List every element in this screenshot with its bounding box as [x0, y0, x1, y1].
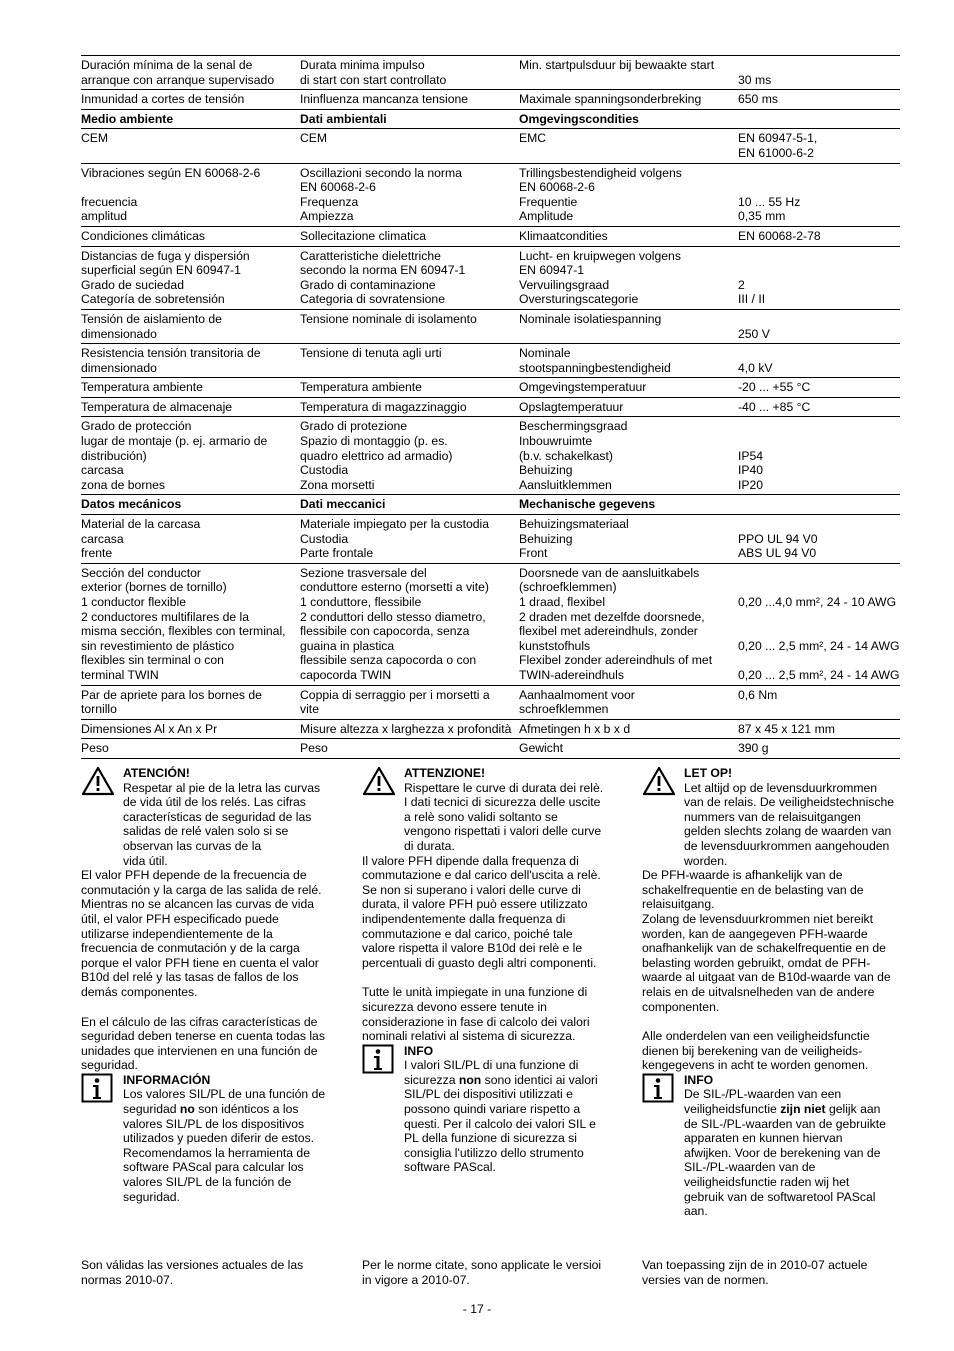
- info-notice: [642, 1073, 900, 1219]
- table-cell-val: -20 ... +55 °C: [738, 378, 900, 398]
- table-cell-es: Datos mecánicos: [81, 495, 300, 515]
- table-cell-val: 10 ... 55 Hz 0,35 mm: [738, 163, 900, 226]
- table-cell-nl: Omgevingscondities: [519, 109, 738, 129]
- table-cell-es: Tensión de aislamiento de dimensionado: [81, 309, 300, 343]
- info-text: Los valores SIL/PL de una función de seguridad no son idénticos a los valores SIL/PL de los dispositivos utilizados y pueden diferir de estos. Recomendamos la herramienta de software PAScal para calcular los valores SIL/PL de la función de seguridad.: [123, 1087, 326, 1204]
- table-cell-it: Misure altezza x larghezza x profondità: [300, 719, 519, 739]
- warning-icon: [362, 766, 396, 800]
- table-row: [81, 344, 900, 378]
- table-cell-nl: Doorsnede van de aansluitkabels (schroefklemmen) 1 draad, flexibel 2 draden met dezelfde doorsnede, flexibel met adereindhuls, zonder kunststofhuls Flexibel zonder adereindhuls of met TWIN-adereindhuls: [519, 563, 738, 685]
- warning-text: Let altijd op de levensduurkrommen van de relais. De veiligheidstechnische nummers van de relaisuitgangen gelden slechts zolang de waarden van de levensduurkrommen aangehouden worden.: [684, 780, 895, 868]
- table-cell-val: 250 V: [738, 309, 900, 343]
- info-text: De SIL-/PL-waarden van een veiligheidsfunctie zijn niet gelijk aan de SIL-/PL-waarden van de gebruikte apparaten en kunnen hiervan afwijken. Voor de berekening van de SIL-/PL-waarden van de veiligheidsfunctie raden wij het gebruik van de softwaretool PAScal aan.: [684, 1087, 886, 1219]
- table-row: [81, 719, 900, 739]
- table-cell-val: 390 g: [738, 739, 900, 759]
- table-row: [81, 226, 900, 246]
- table-cell-it: Tensione nominale di isolamento: [300, 309, 519, 343]
- table-row: [81, 685, 900, 719]
- table-cell-it: Temperatura ambiente: [300, 378, 519, 398]
- table-cell-es: Inmunidad a cortes de tensión: [81, 90, 300, 110]
- table-cell-val: [738, 109, 900, 129]
- table-cell-nl: Mechanische gegevens: [519, 495, 738, 515]
- table-cell-nl: Gewicht: [519, 739, 738, 759]
- paragraph: Alle onderdelen van een veiligheidsfunctie dienen bij berekening van de veiligheids- kengegevens in acht te worden genomen.: [642, 1029, 870, 1073]
- table-row: [81, 163, 900, 226]
- table-row: [81, 129, 900, 163]
- table-cell-es: Grado de protección lugar de montaje (p. ej. armario de distribución) carcasa zona de bornes: [81, 417, 300, 495]
- table-cell-it: Dati meccanici: [300, 495, 519, 515]
- paragraph: En el cálculo de las cifras características de seguridad deben tenerse en cuenta todas las unidades que intervienen en una función de seguridad.: [81, 1014, 325, 1073]
- table-cell-it: Durata minima impulso di start con start controllato: [300, 56, 519, 90]
- table-cell-it: Caratteristiche dielettriche secondo la norma EN 60947-1 Grado di contaminazione Categoria di sovratensione: [300, 246, 519, 309]
- table-cell-val: 87 x 45 x 121 mm: [738, 719, 900, 739]
- table-row: [81, 515, 900, 564]
- table-cell-es: Resistencia tensión transitoria de dimensionado: [81, 344, 300, 378]
- table-cell-nl: Opslagtemperatuur: [519, 397, 738, 417]
- table-cell-nl: Trillingsbestendigheid volgens EN 60068-2-6 Frequentie Amplitude: [519, 163, 738, 226]
- warning-notice: [81, 766, 339, 868]
- info-notice: [81, 1073, 339, 1204]
- table-cell-es: CEM: [81, 129, 300, 163]
- table-cell-nl: Behuizingsmateriaal Behuizing Front: [519, 515, 738, 564]
- table-row: [81, 563, 900, 685]
- table-cell-es: Duración mínima de la senal de arranque con arranque supervisado: [81, 56, 300, 90]
- table-cell-it: Tensione di tenuta agli urti: [300, 344, 519, 378]
- paragraph: Tutte le unità impiegate in una funzione di sicurezza devono essere tenute in considerazione in fase di calcolo dei valori nominali relativi al sistema di sicurezza.: [362, 985, 590, 1044]
- table-cell-es: Medio ambiente: [81, 109, 300, 129]
- table-cell-es: Distancias de fuga y dispersión superficial según EN 60947-1 Grado de suciedad Categoría de sobretensión: [81, 246, 300, 309]
- table-cell-es: Vibraciones según EN 60068-2-6 frecuencia amplitud: [81, 163, 300, 226]
- table-cell-it: Ininfluenza mancanza tensione: [300, 90, 519, 110]
- info-notice: [362, 1044, 620, 1175]
- footer-note-nl: Van toepassing zijn de in 2010-07 actuele versies van de normen.: [642, 1258, 868, 1287]
- table-row: [81, 309, 900, 343]
- table-cell-val: 650 ms: [738, 90, 900, 110]
- table-cell-es: Par de apriete para los bornes de tornillo: [81, 685, 300, 719]
- section-header-row: [81, 109, 900, 129]
- table-cell-es: Temperatura de almacenaje: [81, 397, 300, 417]
- table-cell-nl: Nominale isolatiespanning: [519, 309, 738, 343]
- paragraph: El valor PFH depende de la frecuencia de conmutación y la carga de las salida de relé. Mientras no se alcancen las curvas de vida útil, el valor PFH especificado puede utilizarse independientemente de la frecuencia de conmutación y de la carga porque el valor PFH tiene en cuenta el valor B10d del relé y las tasas de fallos de los demás componentes.: [81, 868, 322, 999]
- table-cell-val: 0,6 Nm: [738, 685, 900, 719]
- warning-notice: [362, 766, 620, 854]
- table-cell-es: Dimensiones Al x An x Pr: [81, 719, 300, 739]
- section-header-row: [81, 495, 900, 515]
- paragraph: Il valore PFH dipende dalla frequenza di commutazione e dal carico dell'uscita a relè. Se non si superano i valori delle curve di durata, il valore PFH può essere utilizzato indipendentemente dalla frequenza di commutazione e dal carico, poiché tale valore rispetta il valore B10d dei relè e le percentuali di guasto degli altri componenti.: [362, 853, 601, 970]
- table-cell-it: Coppia di serraggio per i morsetti a vite: [300, 685, 519, 719]
- warning-icon: [642, 766, 676, 800]
- info-icon: [362, 1044, 394, 1078]
- table-cell-nl: Afmetingen h x b x d: [519, 719, 738, 739]
- warning-notice: [642, 766, 900, 868]
- table-row: [81, 90, 900, 110]
- warning-text: Rispettare le curve di durata dei relè. I dati tecnici di sicurezza delle uscite a relè sono validi soltanto se vengono rispettati i valori delle curve di durata.: [404, 780, 604, 853]
- table-cell-val: EN 60947-5-1, EN 61000-6-2: [738, 129, 900, 163]
- table-cell-it: Sezione trasversale del conduttore esterno (morsetti a vite) 1 conduttore, flessibile 2 conduttori dello stesso diametro, flessibile con capocorda, senza guaina in plastica flessibile senza capocorda o con capocorda TWIN: [300, 563, 519, 685]
- column-it: [362, 766, 620, 1175]
- table-row: [81, 397, 900, 417]
- info-icon: [81, 1073, 113, 1107]
- table-cell-val: IP54 IP40 IP20: [738, 417, 900, 495]
- warning-title: ATTENZIONE!: [404, 766, 486, 780]
- warning-icon: [81, 766, 115, 800]
- table-cell-es: Condiciones climáticas: [81, 226, 300, 246]
- table-cell-val: 2 III / II: [738, 246, 900, 309]
- table-cell-nl: Lucht- en kruipwegen volgens EN 60947-1 Vervuilingsgraad Oversturingscategorie: [519, 246, 738, 309]
- info-title: INFO: [404, 1043, 434, 1058]
- table-cell-val: PPO UL 94 V0 ABS UL 94 V0: [738, 515, 900, 564]
- info-title: INFO: [684, 1072, 714, 1087]
- technical-data-table: [81, 55, 900, 759]
- table-cell-nl: Maximale spanningsonderbreking: [519, 90, 738, 110]
- table-row: [81, 417, 900, 495]
- table-cell-it: Peso: [300, 739, 519, 759]
- table-cell-it: Oscillazioni secondo la norma EN 60068-2-6 Frequenza Ampiezza: [300, 163, 519, 226]
- table-cell-es: Peso: [81, 739, 300, 759]
- table-cell-val: -40 ... +85 °C: [738, 397, 900, 417]
- table-cell-val: 4,0 kV: [738, 344, 900, 378]
- table-cell-val: 0,20 ...4,0 mm², 24 - 10 AWG 0,20 ... 2,5 mm², 24 - 14 AWG 0,20 ... 2,5 mm², 24 - 14 AWG: [738, 563, 900, 685]
- table-cell-it: Grado di protezione Spazio di montaggio (p. es. quadro elettrico ad armadio) Custodia Zona morsetti: [300, 417, 519, 495]
- table-cell-es: Temperatura ambiente: [81, 378, 300, 398]
- table-cell-nl: Nominale stootspanningbestendigheid: [519, 344, 738, 378]
- table-cell-nl: Min. startpulsduur bij bewaakte start: [519, 56, 738, 90]
- table-cell-it: Materiale impiegato per la custodia Custodia Parte frontale: [300, 515, 519, 564]
- info-title: INFORMACIÓN: [123, 1072, 211, 1087]
- table-cell-nl: Omgevingstemperatuur: [519, 378, 738, 398]
- table-cell-nl: Beschermingsgraad Inbouwruimte (b.v. schakelkast) Behuizing Aansluitklemmen: [519, 417, 738, 495]
- table-row: [81, 378, 900, 398]
- page-number: - 17 -: [462, 1302, 492, 1316]
- footer-note-es: Son válidas las versiones actuales de las normas 2010-07.: [81, 1258, 304, 1287]
- table-cell-nl: EMC: [519, 129, 738, 163]
- info-text: I valori SIL/PL di una funzione di sicurezza non sono identici ai valori SIL/PL dei dispositivi utilizzati e possono quindi variare rispetto a questi. Per il calcolo dei valori SIL e PL della funzione di sicurezza si consiglia l'utilizzo dello strumento software PAScal.: [404, 1058, 598, 1175]
- warning-title: ATENCIÓN!: [123, 766, 190, 780]
- warning-title: LET OP!: [684, 766, 733, 780]
- table-cell-it: Dati ambientali: [300, 109, 519, 129]
- column-es: [81, 766, 339, 1204]
- table-row: [81, 246, 900, 309]
- footer-note-it: Per le norme citate, sono applicate le versioi in vigore a 2010-07.: [362, 1258, 602, 1287]
- table-cell-val: [738, 495, 900, 515]
- table-cell-it: CEM: [300, 129, 519, 163]
- info-icon: [642, 1073, 674, 1107]
- table-cell-val: EN 60068-2-78: [738, 226, 900, 246]
- paragraph: De PFH-waarde is afhankelijk van de schakelfrequentie en de belasting van de relaisuitgang. Zolang de levensduurkrommen niet bereikt worden, kan de aangegeven PFH-waarde onafhankelijk van de schakelfrequentie en de belasting worden gebruikt, omdat de PFH- waarde al uitgaat van de B10d-waarde van de relais en de uitvalsnelheden van de andere componenten.: [642, 868, 891, 1014]
- table-cell-val: 30 ms: [738, 56, 900, 90]
- table-cell-es: Sección del conductor exterior (bornes de tornillo) 1 conductor flexible 2 conductores multifilares de la misma sección, flexibles con terminal, sin revestimiento de plástico flexibles sin terminal o con terminal TWIN: [81, 563, 300, 685]
- table-cell-nl: Klimaatcondities: [519, 226, 738, 246]
- warning-text: Respetar al pie de la letra las curvas de vida útil de los relés. Las cifras características de seguridad de las salidas de relé valen solo si se observan las curvas de la vida útil.: [123, 780, 321, 868]
- table-cell-it: Sollecitazione climatica: [300, 226, 519, 246]
- table-row: [81, 739, 900, 759]
- table-cell-it: Temperatura di magazzinaggio: [300, 397, 519, 417]
- table-cell-nl: Aanhaalmoment voor schroefklemmen: [519, 685, 738, 719]
- table-cell-es: Material de la carcasa carcasa frente: [81, 515, 300, 564]
- column-nl: [642, 766, 900, 1219]
- table-row: [81, 56, 900, 90]
